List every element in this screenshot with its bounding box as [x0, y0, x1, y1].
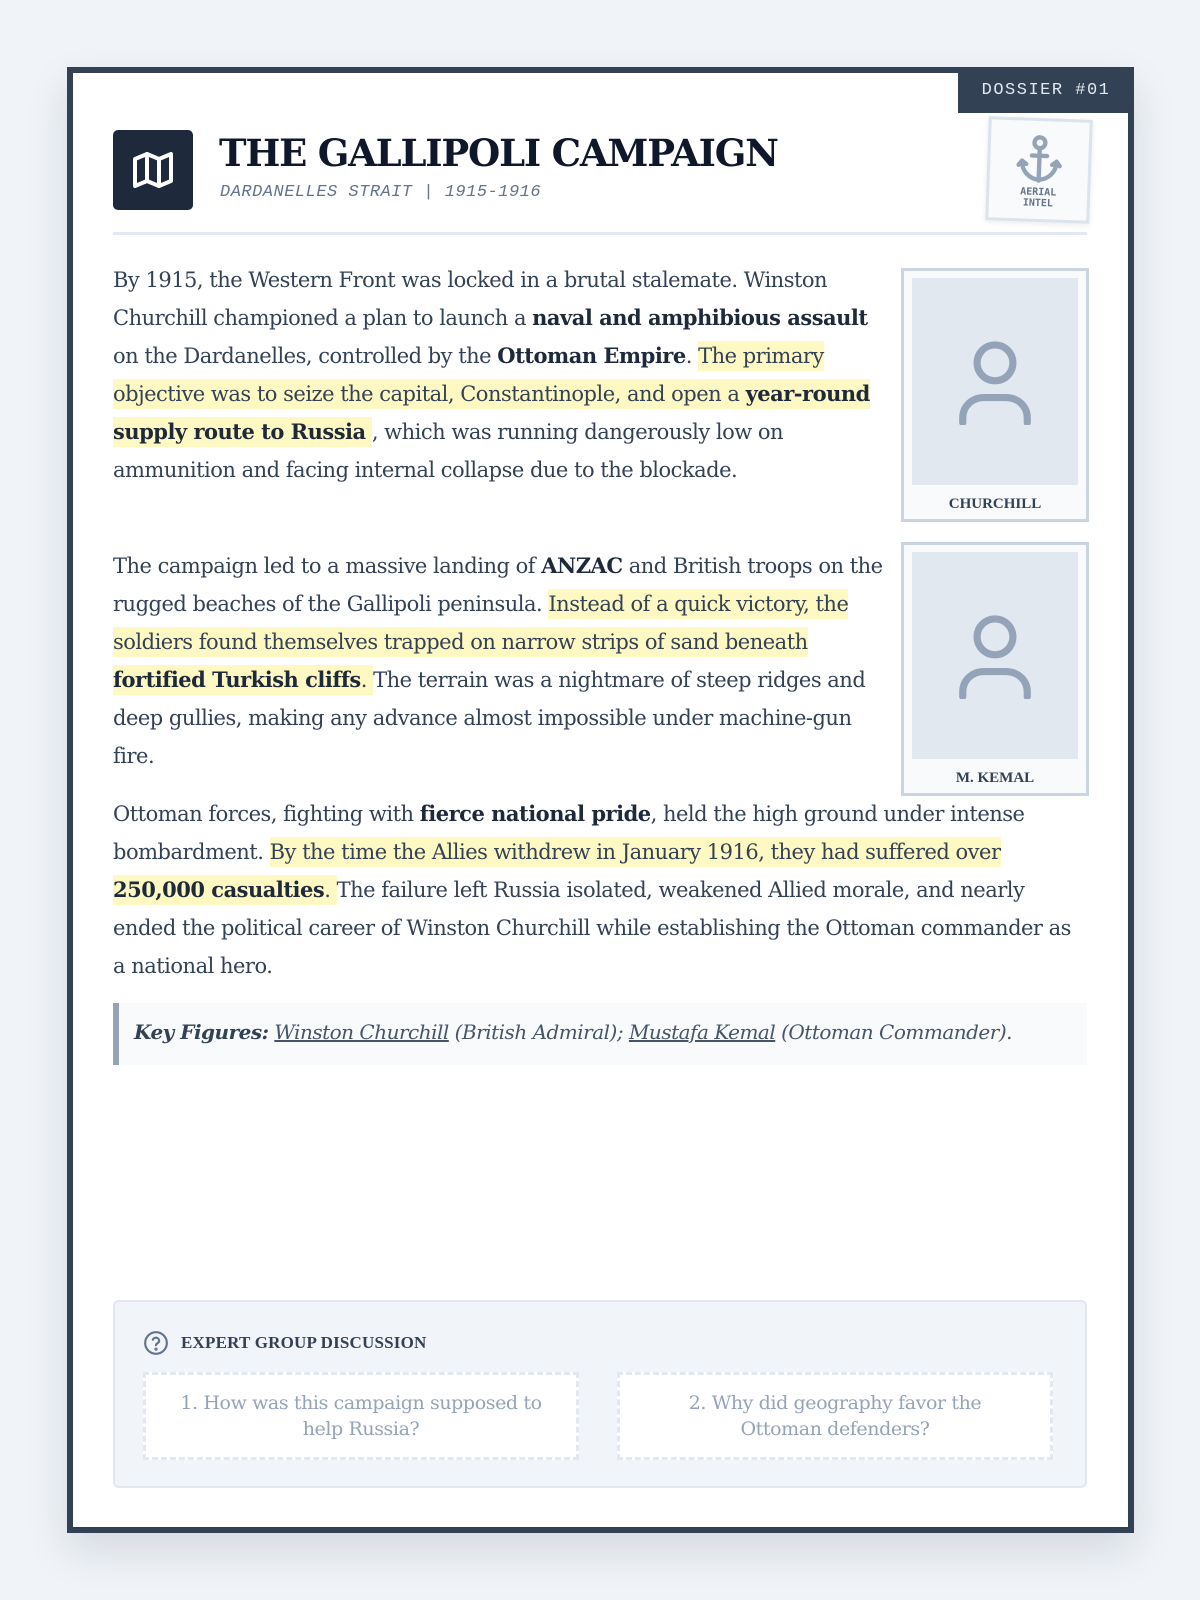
header-divider [113, 232, 1087, 235]
anchor-icon [1012, 132, 1066, 186]
bold-text: naval and amphibious assault [532, 305, 868, 330]
dossier-card [67, 67, 1134, 1533]
highlight-text: Instead of a quick victory, the soldiers found themselves trapped on narrow strips of sand beneath [113, 592, 849, 654]
bold-text: 250,000 casualties [113, 877, 325, 902]
text: Ottoman forces, fighting with [113, 802, 420, 826]
portrait-placeholder [912, 552, 1078, 759]
bold-text: ANZAC [541, 553, 623, 578]
highlight-text: The primary objective was to seize the capital, Constantinople, and open a [113, 344, 824, 406]
person-icon [956, 613, 1034, 699]
text: on the Dardanelles, controlled by the [113, 344, 498, 368]
highlight-text: . [324, 878, 337, 902]
paragraph-2 [113, 547, 889, 775]
paragraph-1 [113, 261, 889, 489]
page-subtitle: DARDANELLES STRAIT | 1915-1916 [220, 183, 542, 202]
portrait-kemal [901, 542, 1089, 796]
key-figure-kemal: Mustafa Kemal [628, 1020, 776, 1044]
bold-text: fierce national pride [419, 801, 651, 826]
key-figure-churchill: Winston Churchill [274, 1020, 449, 1044]
highlight-text: . [360, 668, 374, 692]
page-title: THE GALLIPOLI CAMPAIGN [219, 131, 778, 175]
key-figures-label: Key Figures: [134, 1020, 269, 1044]
discussion-header [143, 1330, 427, 1356]
key-figures-box [113, 1003, 1087, 1065]
portrait-placeholder [912, 278, 1078, 485]
bold-text: Ottoman Empire [497, 343, 686, 368]
discussion-question-1[interactable]: 1. How was this campaign supposed to help Russia? [143, 1372, 579, 1460]
text: . [685, 344, 699, 368]
stamp-label: AERIAL INTEL [1019, 186, 1057, 210]
portrait-caption: M. KEMAL [955, 770, 1035, 786]
text: , which was running dangerously low on ammunition and facing internal collapse due to the blockade. [113, 420, 784, 482]
text: By 1915, the Western Front was locked in a brutal stalemate. Winston Churchill championed a plan to launch a [113, 268, 828, 330]
map-icon [129, 146, 177, 194]
question-circle-icon [143, 1330, 169, 1356]
discussion-panel [113, 1300, 1087, 1488]
map-icon-tile [113, 130, 193, 210]
key-figure-role: (British Admiral); [448, 1020, 629, 1044]
text: The terrain was a nightmare of steep ridges and deep gullies, making any advance almost impossible under machine-gun fire. [113, 668, 866, 768]
bold-text: fortified Turkish cliffs [113, 667, 361, 692]
text: The failure left Russia isolated, weakened Allied morale, and nearly ended the political career of Winston Churchill while establishing the Ottoman commander as a national hero. [113, 878, 1071, 978]
dossier-badge: DOSSIER #01 [958, 67, 1134, 113]
text: and British troops on the rugged beaches of the Gallipoli peninsula. [113, 554, 883, 616]
discussion-heading: EXPERT GROUP DISCUSSION [181, 1333, 427, 1352]
bold-text: year-round supply route to Russia [113, 381, 870, 444]
person-icon [956, 339, 1034, 425]
aerial-intel-stamp [985, 116, 1093, 224]
portrait-caption: CHURCHILL [948, 496, 1042, 512]
text: The campaign led to a massive landing of [113, 554, 542, 578]
discussion-question-2[interactable]: 2. Why did geography favor the Ottoman defenders? [617, 1372, 1053, 1460]
text: , held the high ground under intense bombardment. [113, 802, 1025, 864]
paragraph-3 [113, 795, 1087, 985]
key-figure-role: (Ottoman Commander). [775, 1020, 1012, 1044]
portrait-churchill [901, 268, 1089, 522]
highlight-text: By the time the Allies withdrew in January 1916, they had suffered over [269, 840, 1001, 864]
